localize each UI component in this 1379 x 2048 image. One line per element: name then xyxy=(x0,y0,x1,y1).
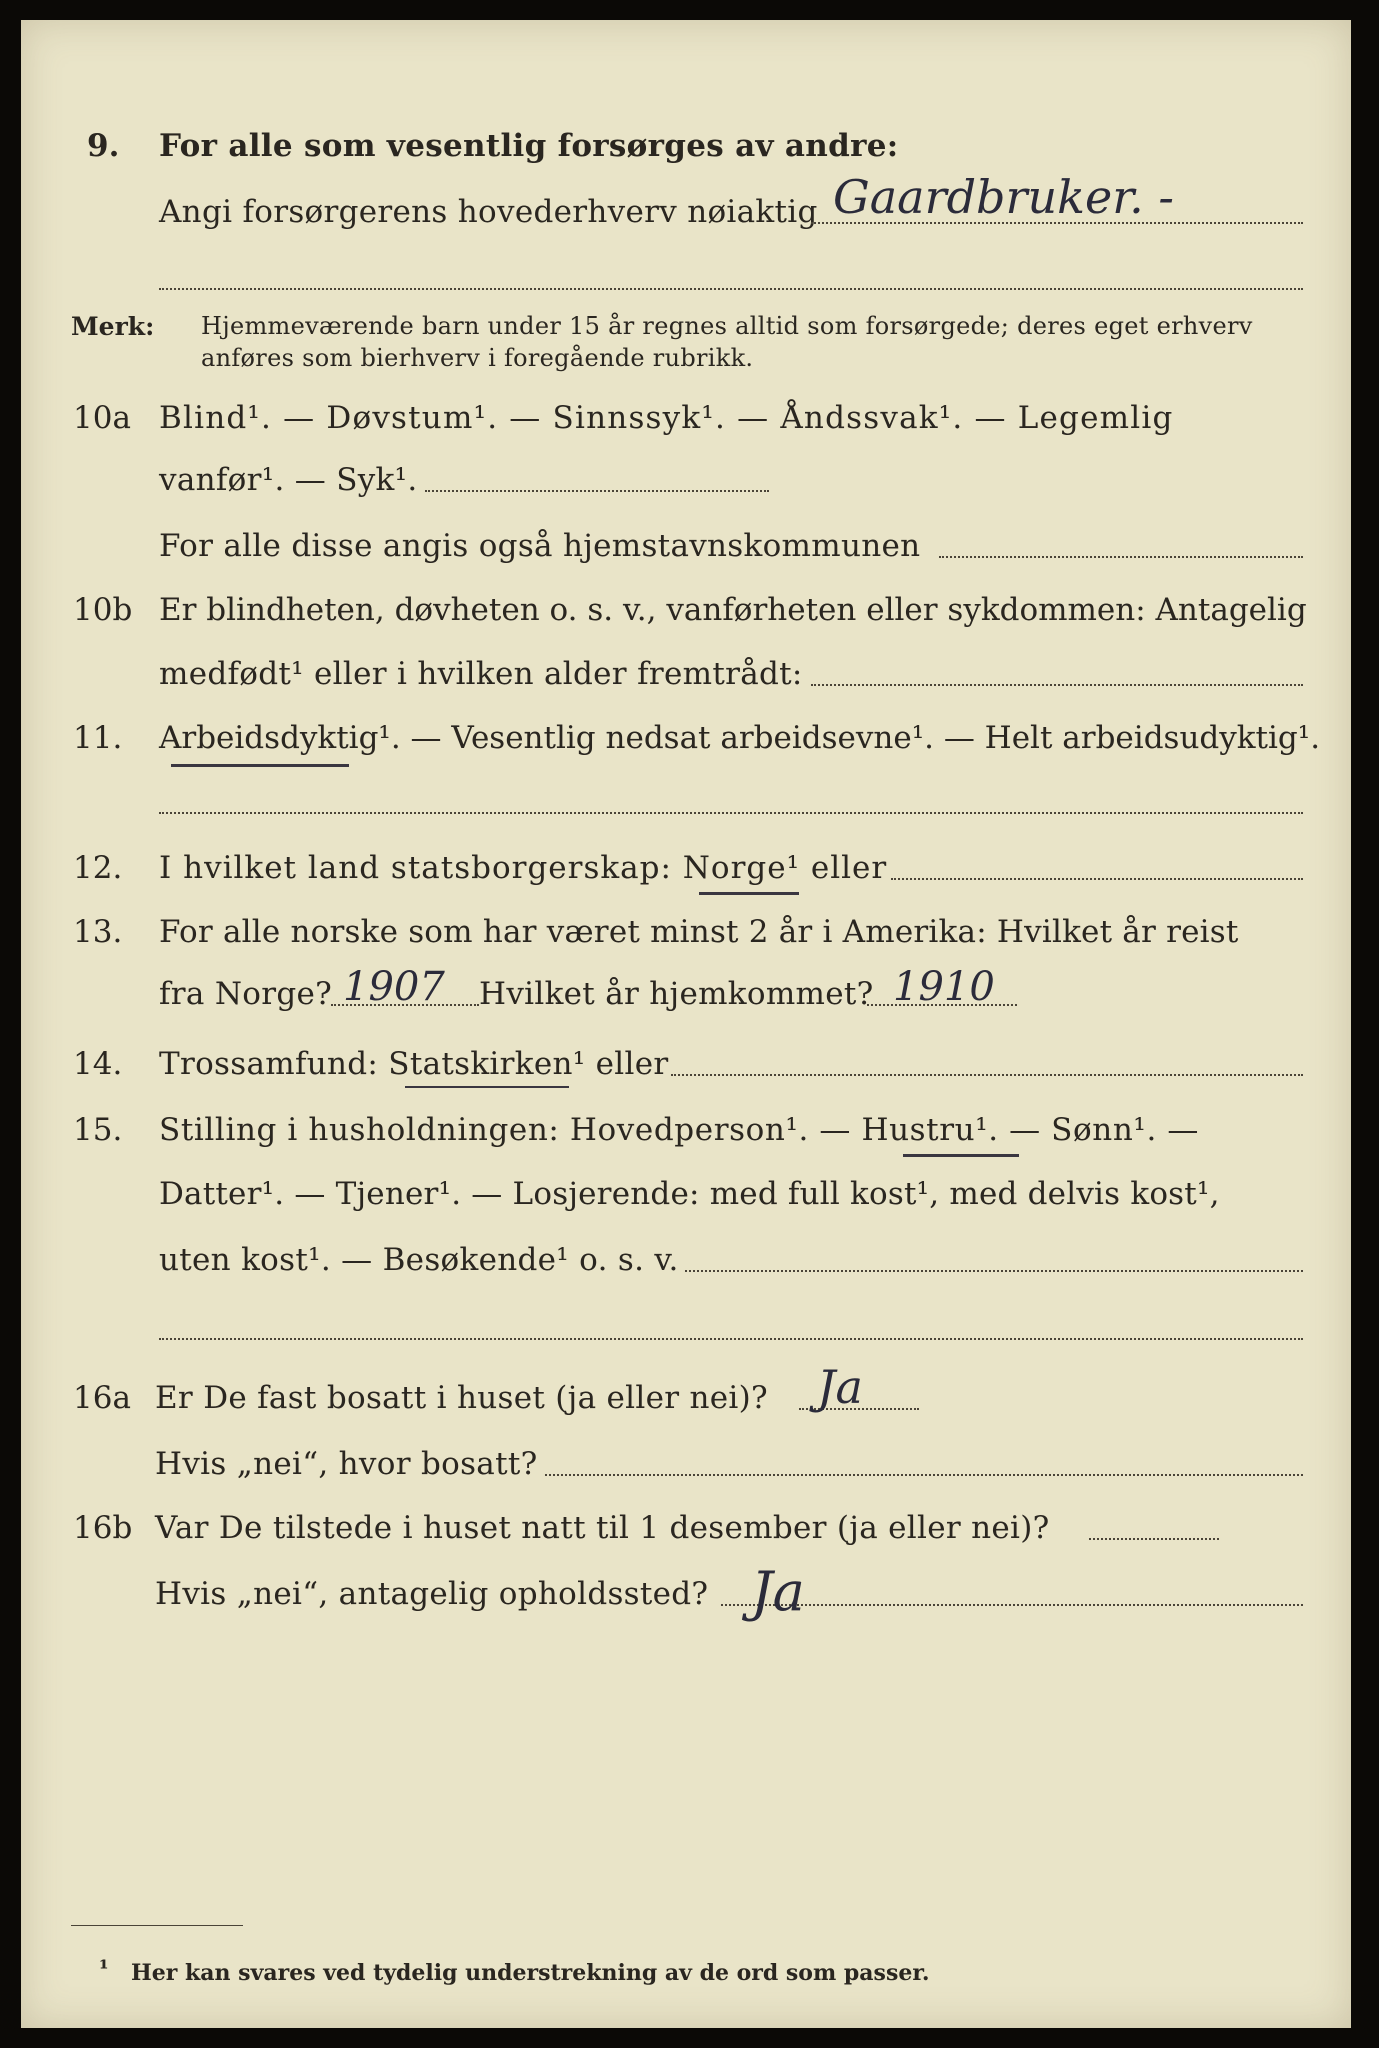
q15-line3: uten kost¹. — Besøkende¹ o. s. v. xyxy=(159,1242,679,1278)
q9-line1: For alle som vesentlig forsørges av andre: xyxy=(159,128,899,164)
q11-text: Arbeidsdyktig¹. — Vesentlig nedsat arbeidsevne¹. — Helt arbeidsudyktig¹. xyxy=(159,720,1321,756)
footnote-separator xyxy=(71,1925,243,1926)
q9-number: 9. xyxy=(87,128,120,164)
q10a-syk-line xyxy=(425,490,769,492)
q10a-kommune-line xyxy=(939,556,1303,558)
q14-statskirken-underline xyxy=(405,1086,569,1088)
q14-number: 14. xyxy=(73,1046,123,1082)
q10b-number: 10b xyxy=(73,592,133,628)
q16b-line2: Hvis „nei“, antagelig opholdssted? xyxy=(155,1576,709,1612)
form-page xyxy=(21,20,1351,2028)
q14-answer-line xyxy=(671,1074,1303,1076)
q15-answer-line xyxy=(685,1270,1303,1272)
q16a-number: 16a xyxy=(73,1380,131,1416)
q10b-line2: medfødt¹ eller i hvilken alder fremtrådt: xyxy=(159,656,803,692)
q15-hustru-underline xyxy=(903,1154,1019,1157)
q10a-line2: vanfør¹. — Syk¹. xyxy=(159,462,418,498)
q10a-line1: Blind¹. — Døvstum¹. — Sinnssyk¹. — Åndssvak¹. — Legemlig xyxy=(159,400,1174,436)
q9-extra-line xyxy=(159,288,1303,290)
q13-line1: For alle norske som har været minst 2 år i Amerika: Hvilket år reist xyxy=(159,914,1239,950)
q16b-line1: Var De tilstede i huset natt til 1 desember (ja eller nei)? xyxy=(155,1510,1050,1546)
q16a-line2: Hvis „nei“, hvor bosatt? xyxy=(155,1446,538,1482)
q13-number: 13. xyxy=(73,914,123,950)
merk-line1: Hjemmeværende barn under 15 år regnes alltid som forsørgede; deres eget erhverv xyxy=(201,312,1253,340)
q11-number: 11. xyxy=(73,720,123,756)
q12-number: 12. xyxy=(73,850,123,886)
q9-answer: Gaardbruker. - xyxy=(833,170,1174,224)
q13-answer2: 1910 xyxy=(893,964,995,1010)
q13-answer1: 1907 xyxy=(343,964,445,1010)
merk-label: Merk: xyxy=(71,312,155,341)
footnote-mark: ¹ xyxy=(99,1956,109,1982)
q10b-answer-line xyxy=(811,684,1303,686)
q14-text: Trossamfund: Statskirken¹ eller xyxy=(159,1046,669,1082)
q12-norge-underline xyxy=(699,892,799,895)
q11-extra-line xyxy=(159,812,1303,814)
q16b-answer: Ja xyxy=(751,1560,805,1623)
q15-number: 15. xyxy=(73,1112,123,1148)
q12-answer-line xyxy=(891,878,1303,880)
q13-line2a: fra Norge? xyxy=(159,976,333,1012)
q11-arbeidsdyktig-underline xyxy=(171,764,349,767)
q15-line2: Datter¹. — Tjener¹. — Losjerende: med full kost¹, med delvis kost¹, xyxy=(159,1176,1220,1212)
q10a-line3: For alle disse angis også hjemstavnskommunen xyxy=(159,528,921,564)
merk-line2: anføres som bierhverv i foregående rubrikk. xyxy=(201,344,754,372)
q16a-answer: Ja xyxy=(817,1360,863,1414)
q10a-number: 10a xyxy=(73,400,131,436)
q16b-answer2-line xyxy=(721,1604,1303,1606)
q15-extra-line xyxy=(159,1338,1303,1340)
q16a-bosatt-line xyxy=(545,1474,1303,1476)
q13-line2b: Hvilket år hjemkommet? xyxy=(479,976,874,1012)
footnote-text: Her kan svares ved tydelig understrekning av de ord som passer. xyxy=(131,1960,930,1986)
q15-line1: Stilling i husholdningen: Hovedperson¹. — Hustru¹. — Sønn¹. — xyxy=(159,1112,1199,1148)
q16b-answer1-line xyxy=(1089,1538,1219,1540)
q16b-number: 16b xyxy=(73,1510,133,1546)
q10b-line1: Er blindheten, døvheten o. s. v., vanførheten eller sykdommen: Antagelig xyxy=(159,592,1307,628)
q9-line2: Angi forsørgerens hovederhverv nøiaktig xyxy=(159,194,818,230)
q12-text: I hvilket land statsborgerskap: Norge¹ eller xyxy=(159,850,888,886)
q16a-line1: Er De fast bosatt i huset (ja eller nei)? xyxy=(155,1380,768,1416)
